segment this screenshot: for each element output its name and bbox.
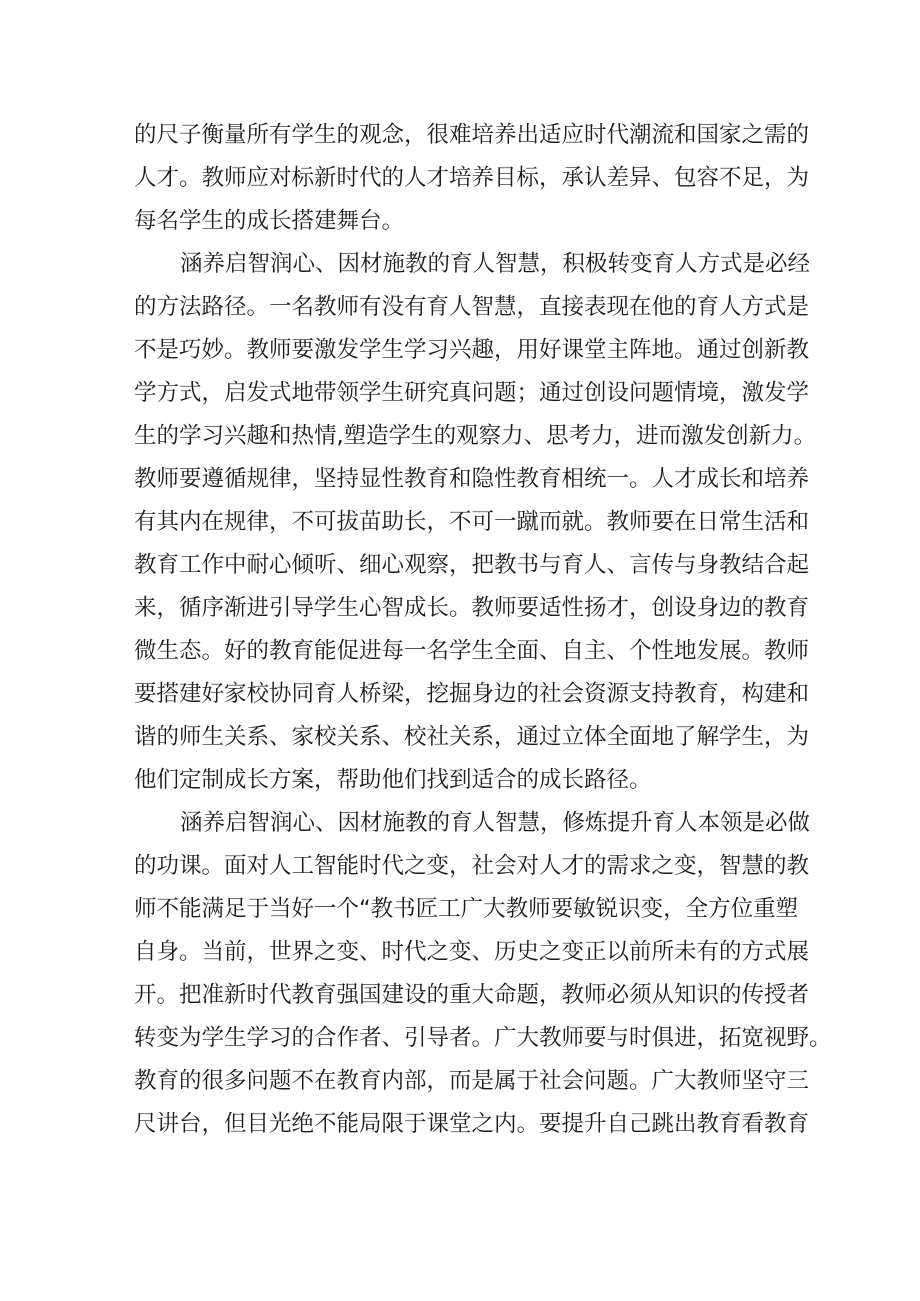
text-line: 微生态。好的教育能促进每一名学生全面、自主、个性地发展。教师 bbox=[134, 638, 810, 664]
text-line: 学方式，启发式地带领学生研究真问题；通过创设问题情境，激发学 bbox=[134, 380, 810, 406]
paragraph-first-line: 涵养启智润心、因材施教的育人智慧，修炼提升育人本领是必做 bbox=[180, 810, 811, 836]
text-line: 教师要遵循规律，坚持显性教育和隐性教育相统一。人才成长和培养 bbox=[134, 466, 810, 492]
text-line: 开。把准新时代教育强国建设的重大命题，教师必须从知识的传授者 bbox=[134, 982, 810, 1008]
text-line: 师不能满足于当好一个“教书匠工广大教师要敏锐识变，全方位重塑 bbox=[134, 896, 799, 922]
text-line: 自身。当前，世界之变、时代之变、历史之变正以前所未有的方式展 bbox=[134, 939, 810, 965]
text-line: 教育工作中耐心倾听、细心观察，把教书与育人、言传与身教结合起 bbox=[134, 552, 810, 578]
text-line: 的尺子衡量所有学生的观念，很难培养出适应时代潮流和国家之需的 bbox=[134, 122, 810, 148]
text-line: 教育的很多问题不在教育内部，而是属于社会问题。广大教师坚守三 bbox=[134, 1068, 810, 1094]
text-line: 要搭建好家校协同育人桥梁，挖掘身边的社会资源支持教育，构建和 bbox=[134, 681, 810, 707]
text-line: 尺讲台，但目光绝不能局限于课堂之内。要提升自己跳出教育看教育 bbox=[134, 1111, 810, 1137]
text-line: 不是巧妙。教师要激发学生学习兴趣，用好课堂主阵地。通过创新教 bbox=[134, 337, 810, 363]
text-line: 他们定制成长方案，帮助他们找到适合的成长路径。 bbox=[134, 767, 652, 793]
text-line: 来，循序渐进引导学生心智成长。教师要适性扬才，创设身边的教育 bbox=[134, 595, 810, 621]
paragraph-first-line: 涵养启智润心、因材施教的育人智慧，积极转变育人方式是必经 bbox=[180, 251, 811, 277]
text-line: 生的学习兴趣和热情,塑造学生的观察力、思考力，进而激发创新力。 bbox=[134, 423, 817, 449]
text-line: 的方法路径。一名教师有没有育人智慧，直接表现在他的育人方式是 bbox=[134, 294, 810, 320]
text-line: 的功课。面对人工智能时代之变，社会对人才的需求之变，智慧的教 bbox=[134, 853, 810, 879]
text-line: 人才。教师应对标新时代的人才培养目标，承认差异、包容不足，为 bbox=[134, 165, 810, 191]
text-line: 转变为学生学习的合作者、引导者。广大教师要与时俱进，拓宽视野。 bbox=[134, 1025, 832, 1051]
text-line: 有其内在规律，不可拔苗助长，不可一蹴而就。教师要在日常生活和 bbox=[134, 509, 810, 535]
text-line: 谐的师生关系、家校关系、校社关系，通过立体全面地了解学生，为 bbox=[134, 724, 810, 750]
text-line: 每名学生的成长搭建舞台。 bbox=[134, 208, 405, 234]
